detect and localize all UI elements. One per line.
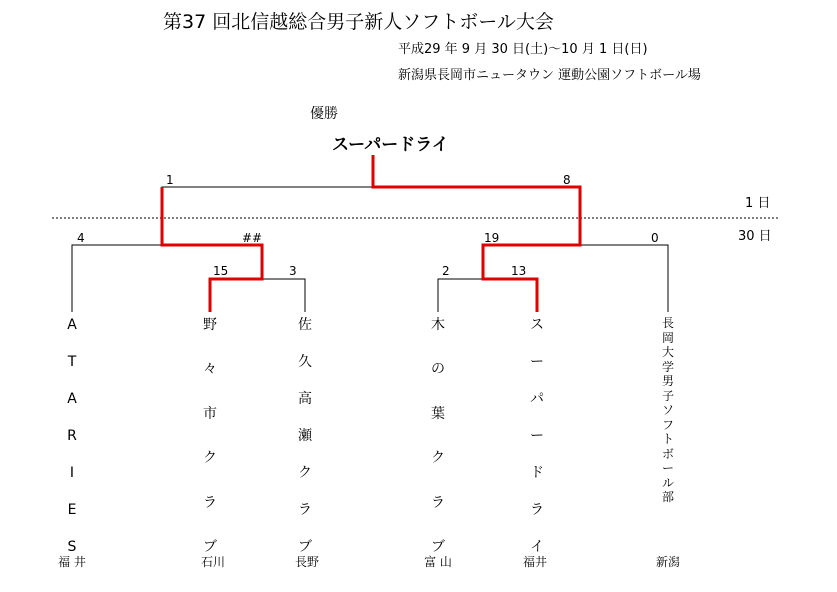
score-semi-right-b: 0	[651, 231, 659, 245]
score-final-left: 1	[166, 173, 174, 187]
team-name-char: ボ	[661, 446, 674, 461]
team-name-char: ラ	[530, 502, 544, 518]
team-name-char: 男	[661, 374, 674, 388]
team-name-char: 大	[661, 345, 674, 359]
team-name-char: 木	[431, 317, 445, 333]
team-pref-2: 石川	[200, 555, 225, 569]
team-name-char: ー	[661, 461, 674, 475]
team-name-char: 部	[661, 490, 674, 504]
score-semi-left-b: ##	[242, 231, 263, 245]
team-name-char: T	[67, 354, 77, 370]
team-name-char: 市	[203, 405, 217, 422]
team-name-char: ス	[530, 317, 544, 333]
team-name-char: ラ	[298, 502, 312, 518]
team-name-char: 佐	[298, 317, 312, 333]
team-name-char: I	[69, 465, 75, 481]
team-name-3	[290, 318, 320, 554]
team-name-char: 葉	[431, 405, 445, 422]
score-final-right: 8	[563, 173, 571, 187]
team-pref-1: 福 井	[58, 555, 86, 569]
team-name-char: 学	[661, 359, 674, 374]
team-name-char: ブ	[431, 539, 445, 555]
team-pref-6: 新潟	[655, 555, 680, 569]
team-name-char: ソ	[661, 403, 674, 417]
tournament-venue: 新潟県長岡市ニュータウン 運動公園ソフトボール場	[398, 68, 701, 83]
team-name-char: ラ	[203, 494, 217, 511]
team-name-char: ト	[661, 432, 674, 446]
team-name-char: ー	[530, 354, 544, 370]
day-label-1: 1 日	[745, 196, 771, 211]
champion-name: スーパードライ	[332, 135, 449, 155]
team-name-char: 子	[661, 388, 674, 403]
team-name-char: 々	[203, 361, 217, 378]
team-name-1	[57, 318, 87, 554]
team-name-char: 野	[203, 317, 217, 333]
score-semi-right-a: 19	[484, 231, 500, 245]
team-name-char: ー	[530, 428, 544, 444]
team-name-char: イ	[530, 539, 544, 555]
score-semi-left-a: 4	[77, 231, 85, 245]
bracket-line-qf1	[210, 279, 305, 312]
team-pref-3: 長野	[294, 555, 319, 569]
team-name-char: E	[67, 502, 77, 518]
winner-path-left	[162, 187, 262, 312]
team-name-char: A	[67, 317, 77, 333]
score-qf1-b: 3	[289, 264, 297, 278]
team-name-5	[522, 318, 552, 554]
score-qf2-b: 13	[511, 264, 527, 278]
team-name-char: ブ	[203, 539, 217, 555]
team-name-char: 久	[298, 354, 312, 370]
team-name-char: ル	[661, 475, 674, 490]
tournament-title: 第37 回北信越総合男子新人ソフトボール大会	[163, 11, 554, 33]
day-label-30: 30 日	[738, 229, 772, 244]
team-name-char: 岡	[661, 330, 674, 345]
score-qf1-a: 15	[213, 264, 229, 278]
team-name-char: フ	[661, 417, 674, 432]
team-pref-5: 福井	[522, 555, 547, 569]
team-name-char: S	[67, 539, 77, 555]
team-name-char: R	[67, 428, 77, 444]
team-name-char: A	[67, 391, 77, 407]
tournament-dates: 平成29 年 9 月 30 日(土)〜10 月 1 日(日)	[398, 42, 648, 57]
bracket-line-qf2	[438, 279, 537, 312]
team-name-char: パ	[530, 391, 544, 407]
team-name-6	[653, 316, 683, 505]
score-qf2-a: 2	[442, 264, 450, 278]
team-name-char: ラ	[431, 494, 445, 511]
team-pref-4: 富 山	[424, 555, 452, 569]
team-name-4	[423, 318, 453, 554]
champion-label: 優勝	[310, 106, 338, 122]
team-name-char: ク	[203, 450, 217, 467]
team-name-char: 長	[661, 316, 674, 330]
team-name-char: の	[431, 361, 445, 378]
team-name-char: ク	[431, 450, 445, 467]
team-name-char: 高	[298, 391, 312, 407]
team-name-char: ブ	[298, 539, 312, 555]
team-name-char: ド	[530, 465, 544, 481]
bracket-line-final-left	[162, 187, 373, 245]
team-name-char: ク	[298, 465, 312, 481]
team-name-2	[195, 318, 225, 554]
team-name-char: 瀬	[298, 428, 312, 444]
winner-path-right	[373, 155, 580, 312]
